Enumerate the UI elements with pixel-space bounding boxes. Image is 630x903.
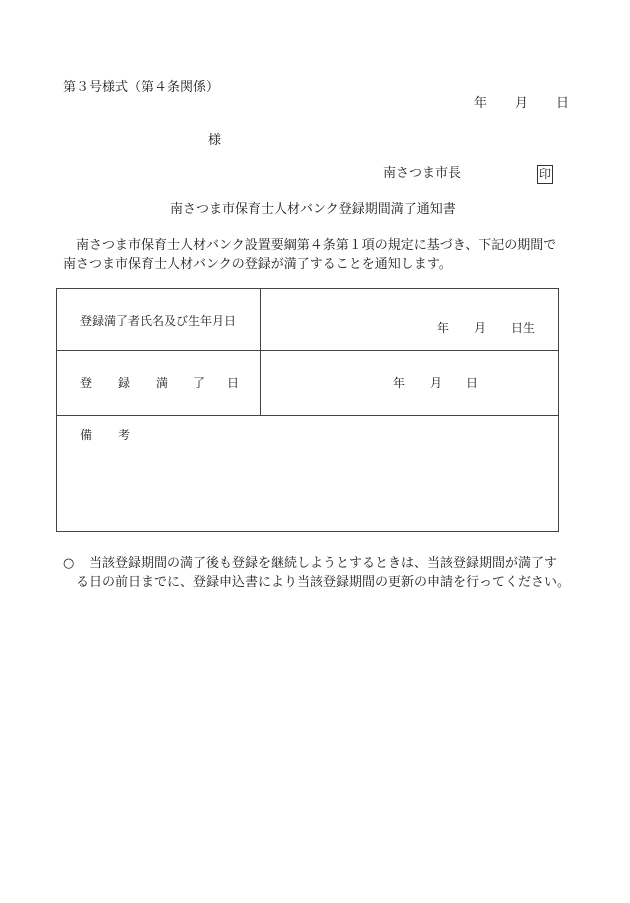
row2-year: 年	[393, 376, 406, 390]
date-year: 年	[474, 96, 488, 111]
notes-line-1: 当該登録期間の満了後も登録を継続しようとするときは、当該登録期間が満了す	[89, 556, 558, 571]
body-line-1: 南さつま市保育士人材バンク設置要綱第４条第１項の規定に基づき、下記の期間で	[76, 238, 557, 253]
issuer-name: 南さつま市長	[383, 166, 462, 181]
row1-label: 登録満了者氏名及び生年月日	[80, 314, 237, 328]
date-line	[474, 97, 569, 110]
row3-label-char: 備	[80, 428, 93, 442]
row1-year: 年	[437, 321, 450, 335]
row1-day: 日生	[511, 321, 536, 335]
notes-line-2: る日の前日までに、登録申込書により当該登録期間の更新の申請を行ってください。	[76, 575, 571, 590]
table-divider	[57, 415, 558, 416]
document-title: 南さつま市保育士人材バンク登録期間満了通知書	[170, 202, 456, 217]
row2-label-char: 登	[80, 376, 93, 390]
row3-label-char: 考	[118, 428, 131, 442]
notes-block	[63, 554, 588, 592]
row2-label-char: 録	[118, 376, 131, 390]
form-number: 第３号様式（第４条関係）	[63, 80, 220, 95]
info-table	[56, 288, 559, 532]
seal-mark: 印	[537, 165, 553, 184]
date-day: 日	[556, 96, 570, 111]
body-line-2: 南さつま市保育士人材バンクの登録が満了することを通知します。	[63, 257, 452, 272]
row2-day: 日	[466, 376, 479, 390]
row2-label-char: 日	[227, 376, 240, 390]
table-column-divider	[260, 289, 261, 415]
row2-label-char: 了	[193, 376, 206, 390]
addressee-suffix: 様	[208, 133, 222, 148]
row2-month: 月	[430, 376, 443, 390]
circle-bullet-icon: ○	[63, 556, 75, 571]
table-divider	[57, 350, 558, 351]
row2-label-char: 満	[156, 376, 169, 390]
row1-month: 月	[474, 321, 487, 335]
date-month: 月	[515, 96, 529, 111]
body-paragraph	[63, 236, 583, 274]
